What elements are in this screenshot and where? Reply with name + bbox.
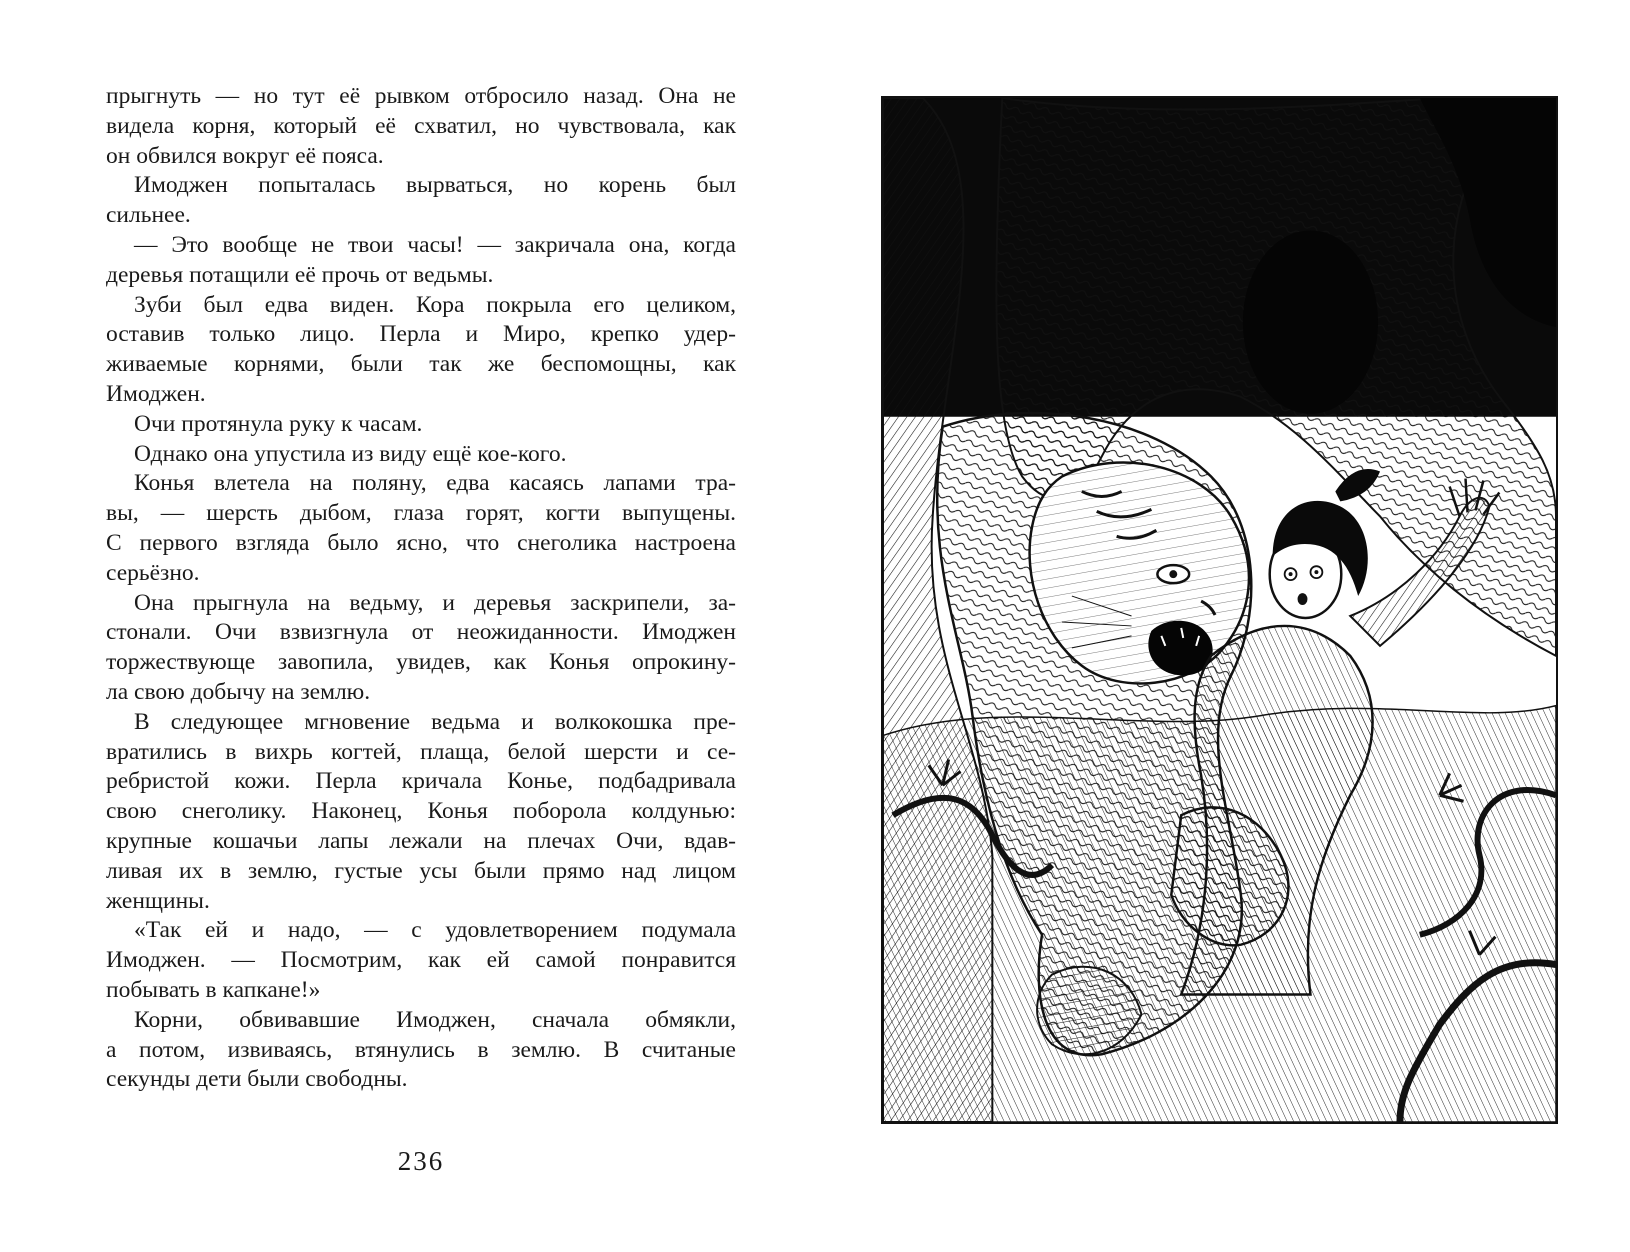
text-line: оставив только лицо. Перла и Миро, крепко удер-	[106, 321, 736, 348]
text-line: Очи протянула руку к часам.	[134, 410, 423, 437]
text-line: стонали. Очи взвизгнула от неожиданности. Имоджен	[106, 619, 736, 646]
text-line: Конья влетела на поляну, едва касаясь лапами тра-	[134, 470, 736, 497]
text-line: «Так ей и надо, — с удовлетворением подумала	[134, 917, 736, 944]
text-line: В следующее мгновение ведьма и волкокошка пре-	[134, 708, 736, 735]
text-line: Имоджен. — Посмотрим, как ей самой понравится	[106, 947, 736, 974]
text-line: Однако она упустила из виду ещё кое-кого.	[134, 440, 567, 467]
text-line: ребристой кожи. Перла кричала Конье, подбадривала	[106, 768, 736, 795]
page-number: 236	[397, 1146, 445, 1176]
text-line: Имоджен.	[106, 380, 206, 407]
text-line: побывать в капкане!»	[106, 976, 321, 1003]
text-line: ла свою добычу на землю.	[106, 678, 371, 705]
text-line: Корни, обвивавшие Имоджен, сначала обмякли,	[134, 1006, 736, 1033]
text-line: С первого взгляда было ясно, что снеголика настроена	[106, 529, 736, 556]
illustration-drawing	[883, 98, 1556, 1122]
text-line: женщины.	[106, 887, 210, 914]
text-line: Она прыгнула на ведьму, и деревья заскрипели, за-	[134, 589, 736, 616]
text-line: а потом, извиваясь, втянулись в землю. В считаные	[106, 1036, 736, 1063]
text-line: он обвился вокруг её пояса.	[106, 142, 384, 169]
text-line: ливая их в землю, густые усы были прямо над лицом	[106, 857, 736, 884]
text-line: серьёзно.	[106, 559, 200, 586]
page-body-text	[106, 82, 736, 1095]
text-line: вы, — шерсть дыбом, глаза горят, когти выпущены.	[106, 500, 736, 527]
text-line: вратились в вихрь когтей, плаща, белой шерсти и се-	[106, 738, 736, 765]
text-line: торжествующе завопила, увидев, как Конья опрокину-	[106, 649, 736, 676]
text-line: Зуби был едва виден. Кора покрыла его целиком,	[134, 291, 736, 318]
text-line: видела корня, который её схватил, но чувствовала, как	[106, 112, 736, 139]
text-line: Имоджен попыталась вырваться, но корень был	[134, 172, 736, 199]
text-line: крупные кошачьи лапы лежали на плечах Очи, вдав-	[106, 827, 736, 854]
text-line: секунды дети были свободны.	[106, 1066, 408, 1093]
left-page	[106, 82, 736, 1202]
text-line: живаемые корнями, были так же беспомощны, как	[106, 351, 736, 378]
text-line: свою снеголику. Наконец, Конья поборола колдунью:	[106, 798, 736, 825]
illustration	[881, 96, 1558, 1124]
tree-hollow	[1243, 230, 1378, 413]
text-line: — Это вообще не твои часы! — закричала она, когда	[134, 231, 736, 258]
text-line: сильнее.	[106, 202, 191, 229]
text-line: прыгнуть — но тут её рывком отбросило назад. Она не	[106, 83, 736, 109]
text-line: деревья потащили её прочь от ведьмы.	[106, 261, 494, 288]
